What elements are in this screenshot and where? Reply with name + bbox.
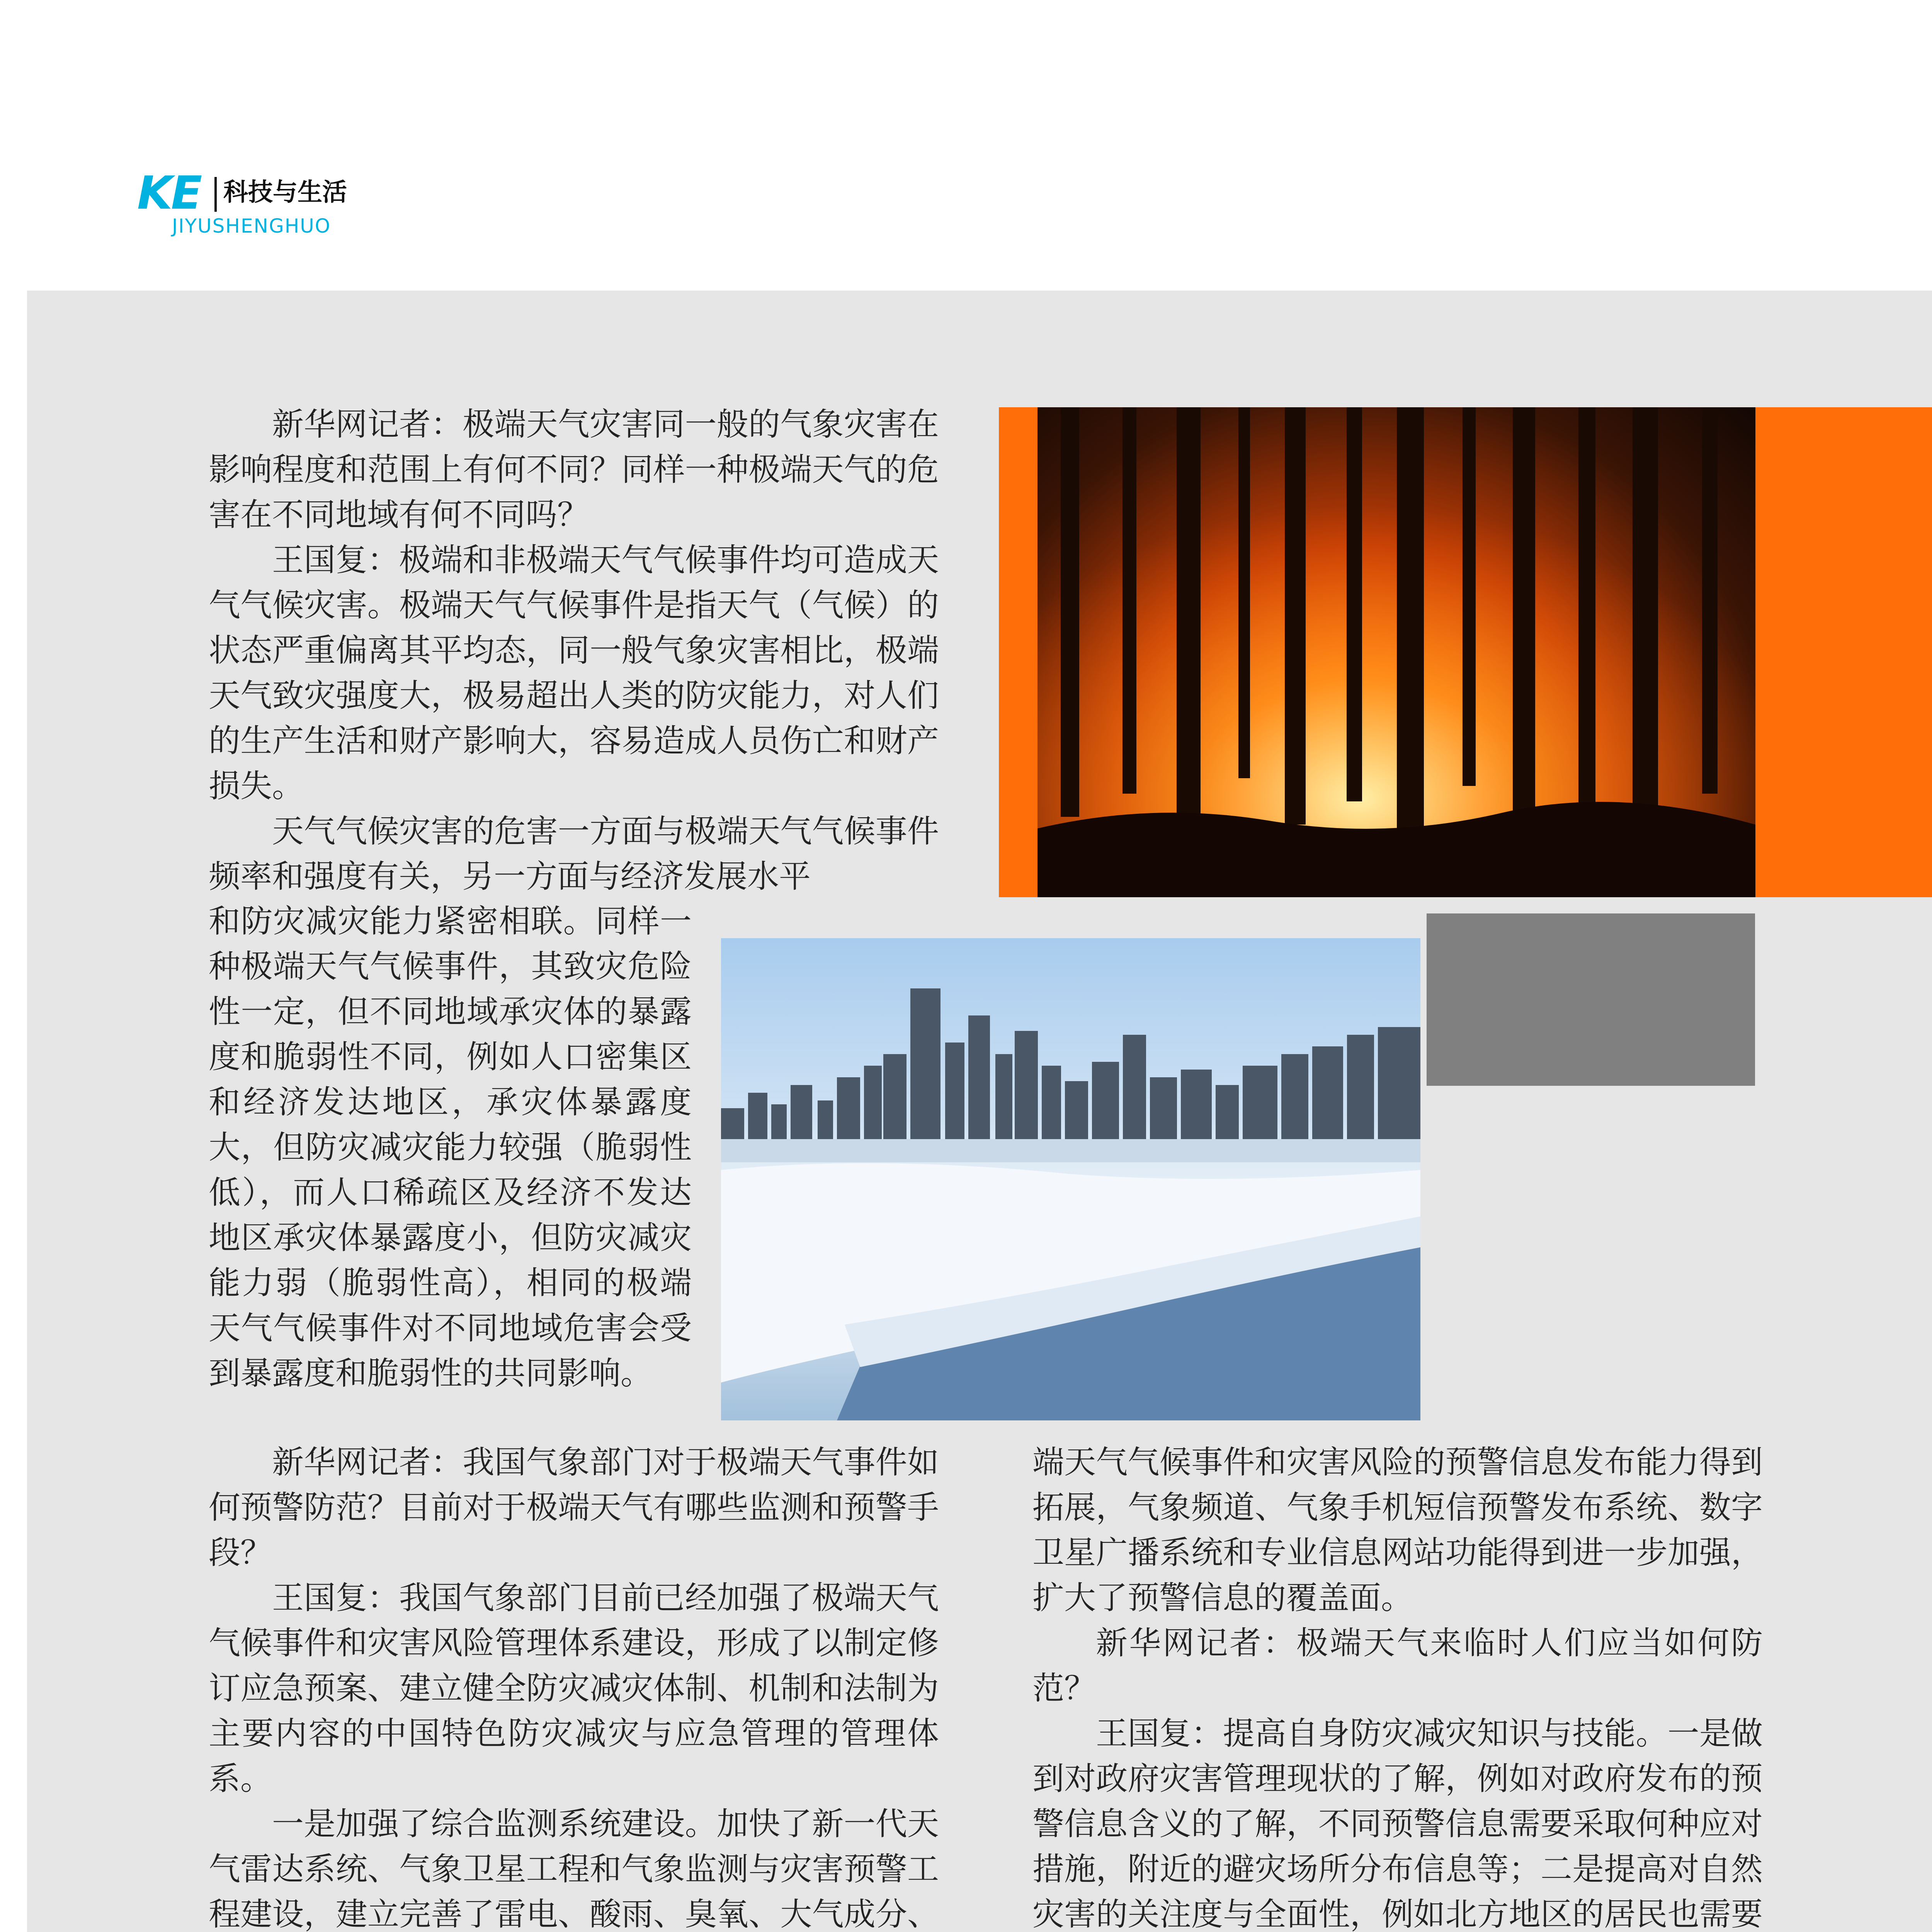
section-subtitle: JIYUSHENGHUO: [172, 215, 331, 237]
gray-placeholder-block: [1427, 913, 1755, 1086]
section-title: 科技与生活: [223, 178, 347, 207]
article-column-1-bottom: [209, 1440, 939, 1932]
paragraph-continuation: 端天气气候事件和灾害风险的预警信息发布能力得到拓展，气象频道、气象手机短信预警发布系统、数字卫星广播系统和专业信息网站功能得到进一步加强，扩大了预警信息的覆盖面。: [1032, 1444, 1763, 1616]
paragraph: 新华网记者：极端天气来临时人们应当如何防范？: [1032, 1625, 1763, 1707]
frozen-city-lakefront-photo: [721, 938, 1420, 1420]
paragraph: 王国复：我国气象部门目前已经加强了极端天气气候事件和灾害风险管理体系建设，形成了以制定修订应急预案、建立健全防灾减灾体制、机制和法制为主要内容的中国特色防灾减灾与应急管理的管理体系。: [209, 1580, 939, 1797]
paragraph: 新华网记者：极端天气灾害同一般的气象灾害在影响程度和范围上有何不同？同样一种极端天气的危害在不同地域有何不同吗？: [209, 406, 939, 533]
paragraph: 王国复：极端和非极端天气气候事件均可造成天气气候灾害。极端天气气候事件是指天气（气候）的状态严重偏离其平均态，同一般气象灾害相比，极端天气致灾强度大，极易超出人类的防灾能力，对人们的生产生活和财产影响大，容易造成人员伤亡和财产损失。: [209, 542, 939, 804]
magazine-logo: KE: [137, 166, 201, 219]
article-column-1-wrap: [209, 899, 692, 1396]
paragraph: 一是加强了综合监测系统建设。加快了新一代天气雷达系统、气象卫星工程和气象监测与灾害预警工程建设，建立完善了雷电、酸雨、臭氧、大气成分、: [209, 1806, 939, 1932]
paragraph: 天气气候灾害的危害一方面与极端天气气候事件频率和强度有关，另一方面与经济发展水平: [209, 813, 939, 895]
header-divider: [214, 177, 217, 212]
forest-fire-photo: [1037, 407, 1755, 897]
article-column-1-top: [209, 402, 939, 899]
paragraph: 王国复：提高自身防灾减灾知识与技能。一是做到对政府灾害管理现状的了解，例如对政府发布的预警信息含义的了解，不同预警信息需要采取何种应对措施，附近的避灾场所分布信息等；二是提高对自然灾害的关注度与全面性，例如北方地区的居民也需要: [1032, 1715, 1763, 1932]
article-column-2: [1032, 1440, 1763, 1932]
paragraph: 新华网记者：我国气象部门对于极端天气事件如何预警防范？目前对于极端天气有哪些监测和预警手段？: [209, 1444, 939, 1571]
paragraph-continuation: 和防灾减灾能力紧密相联。同样一种极端天气气候事件，其致灾危险性一定，但不同地域承灾体的暴露度和脆弱性不同，例如人口密集区和经济发达地区，承灾体暴露度大，但防灾减灾能力较强（脆弱性低），而人口稀疏区及经济不发达地区承灾体暴露度小，但防灾减灾能力弱（脆弱性高），相同的极端天气气候事件对不同地域危害会受到暴露度和脆弱性的共同影响。: [209, 903, 692, 1392]
